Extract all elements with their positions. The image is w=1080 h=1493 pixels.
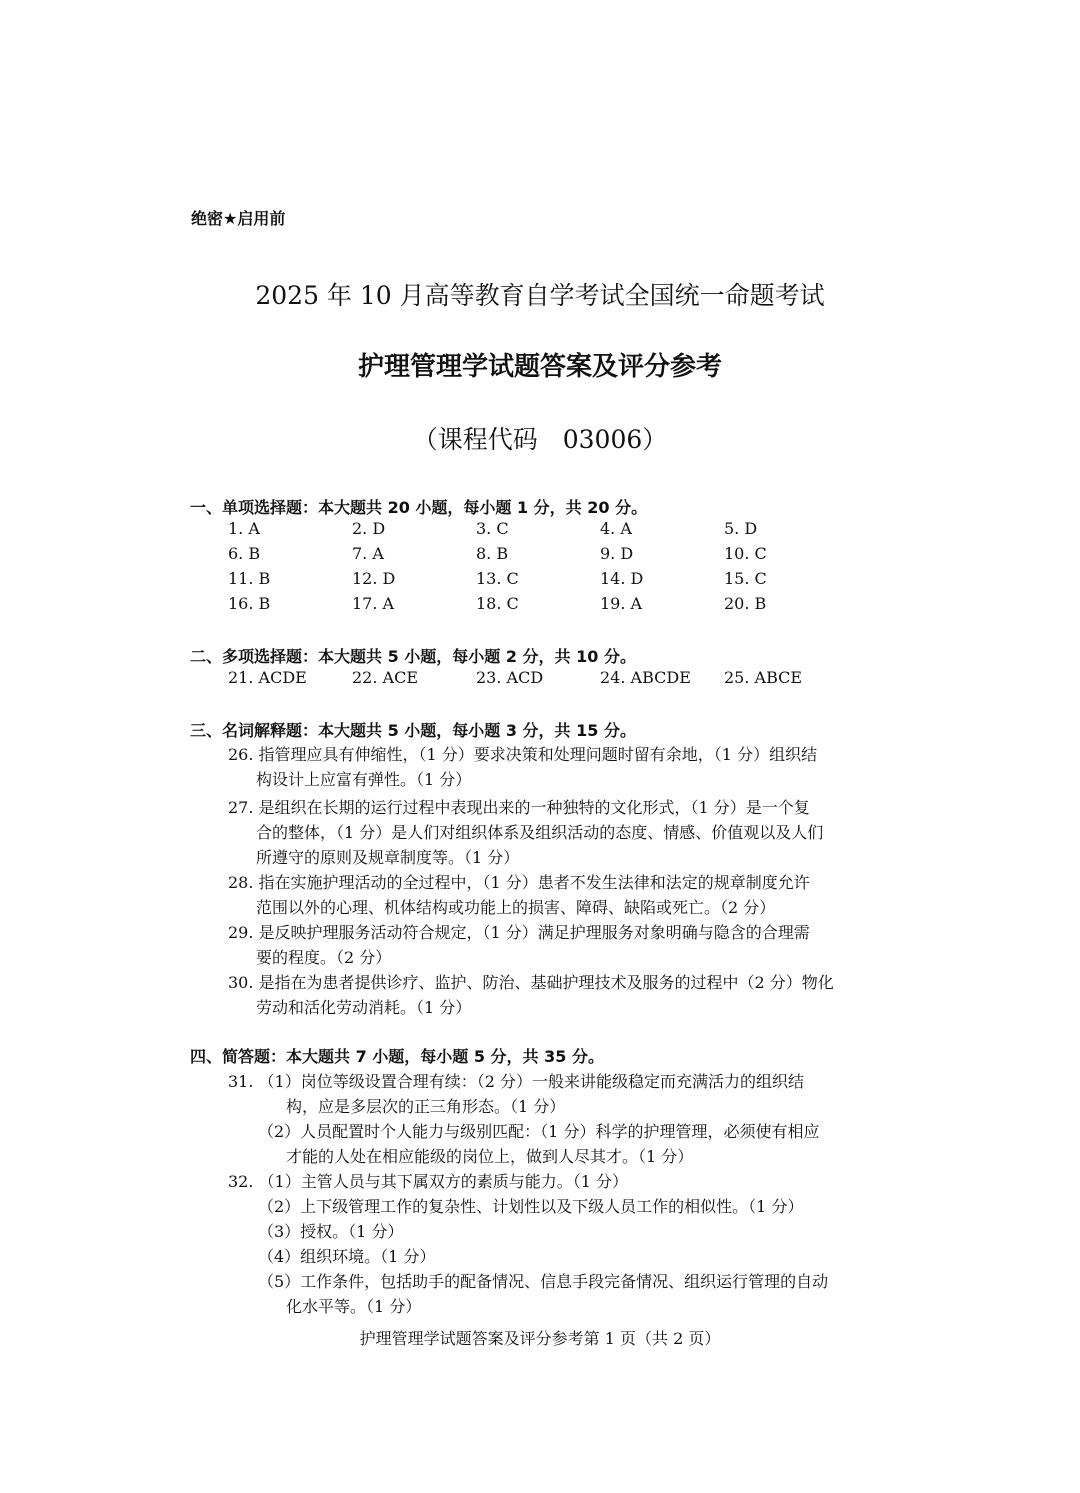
answer-cell: 4. A	[600, 519, 632, 538]
answer-cell: 5. D	[724, 519, 758, 538]
answer-31-p1-line2: 构，应是多层次的正三角形态。（1 分）	[286, 1097, 566, 1116]
answer-cell: 7. A	[352, 544, 384, 563]
answer-cell: 14. D	[600, 569, 644, 588]
section2-heading: 二、多项选择题：本大题共 5 小题，每小题 2 分，共 10 分。	[190, 647, 636, 666]
answer-30-line1: 30. 是指在为患者提供诊疗、监护、防治、基础护理技术及服务的过程中（2 分）物化	[228, 973, 834, 992]
exam-title: 2025 年 10 月高等教育自学考试全国统一命题考试	[255, 281, 825, 310]
answer-29-line1: 29. 是反映护理服务活动符合规定，（1 分）满足护理服务对象明确与隐含的合理需	[228, 923, 810, 942]
answer-cell: 19. A	[600, 594, 643, 613]
page-footer: 护理管理学试题答案及评分参考第 1 页（共 2 页）	[359, 1329, 721, 1348]
answer-28-line1: 28. 指在实施护理活动的全过程中，（1 分）患者不发生法律和法定的规章制度允许	[228, 873, 810, 892]
answer-cell: 17. A	[352, 594, 395, 613]
course-code: （课程代码 03006）	[412, 425, 668, 454]
answer-cell: 21. ACDE	[228, 668, 307, 687]
answer-cell: 11. B	[228, 569, 271, 588]
answer-cell: 25. ABCE	[724, 668, 803, 687]
answer-cell: 13. C	[476, 569, 519, 588]
answer-28-line2: 范围以外的心理、机体结构或功能上的损害、障碍、缺陷或死亡。（2 分）	[256, 898, 776, 917]
answer-cell: 20. B	[724, 594, 767, 613]
answer-27-line1: 27. 是组织在长期的运行过程中表现出来的一种独特的文化形式，（1 分）是一个复	[228, 798, 810, 817]
answer-32-p5-line1: （5）工作条件，包括助手的配备情况、信息手段完备情况、组织运行管理的自动	[258, 1272, 829, 1291]
answer-cell: 22. ACE	[352, 668, 419, 687]
section3-heading: 三、名词解释题：本大题共 5 小题，每小题 3 分，共 15 分。	[190, 721, 636, 740]
section4-heading: 四、简答题：本大题共 7 小题，每小题 5 分，共 35 分。	[190, 1047, 604, 1066]
answer-cell: 18. C	[476, 594, 519, 613]
answer-27-line2: 合的整体，（1 分）是人们对组织体系及组织活动的态度、情感、价值观以及人们	[256, 823, 824, 842]
answer-32-p4: （4）组织环境。（1 分）	[258, 1247, 436, 1266]
answer-cell: 8. B	[476, 544, 509, 563]
answer-cell: 15. C	[724, 569, 767, 588]
paper-title: 护理管理学试题答案及评分参考	[357, 352, 722, 382]
answer-27-line3: 所遵守的原则及规章制度等。（1 分）	[256, 848, 520, 867]
answer-32-p1: 32. （1）主管人员与其下属双方的素质与能力。（1 分）	[228, 1172, 628, 1191]
answer-26-line1: 26. 指管理应具有伸缩性，（1 分）要求决策和处理问题时留有余地，（1 分）组织结	[228, 745, 818, 764]
answer-cell: 1. A	[228, 519, 260, 538]
answer-cell: 16. B	[228, 594, 271, 613]
answer-cell: 6. B	[228, 544, 261, 563]
answer-30-line2: 劳动和活化劳动消耗。（1 分）	[256, 998, 472, 1017]
answer-26-line2: 构设计上应富有弹性。（1 分）	[256, 770, 472, 789]
answer-31-p2-line2: 才能的人处在相应能级的岗位上，做到人尽其才。（1 分）	[286, 1147, 694, 1166]
answer-cell: 3. C	[476, 519, 509, 538]
answer-cell: 12. D	[352, 569, 396, 588]
answer-cell: 23. ACD	[476, 668, 544, 687]
answer-31-p1-line1: 31. （1）岗位等级设置合理有续：（2 分）一般来讲能级稳定而充满活力的组织结	[228, 1072, 804, 1091]
answer-32-p2: （2）上下级管理工作的复杂性、计划性以及下级人员工作的相似性。（1 分）	[258, 1197, 804, 1216]
confidential-label: 绝密★启用前	[191, 209, 286, 228]
answer-32-p3: （3）授权。（1 分）	[258, 1222, 404, 1241]
answer-31-p2-line1: （2）人员配置时个人能力与级别匹配：（1 分）科学的护理管理，必须使有相应	[258, 1122, 820, 1141]
answer-cell: 2. D	[352, 519, 386, 538]
answer-32-p5-line2: 化水平等。（1 分）	[286, 1297, 422, 1316]
answer-cell: 9. D	[600, 544, 634, 563]
section1-heading: 一、单项选择题：本大题共 20 小题，每小题 1 分，共 20 分。	[190, 498, 648, 517]
answer-cell: 10. C	[724, 544, 767, 563]
answer-29-line2: 要的程度。（2 分）	[256, 948, 392, 967]
answer-cell: 24. ABCDE	[600, 668, 691, 687]
